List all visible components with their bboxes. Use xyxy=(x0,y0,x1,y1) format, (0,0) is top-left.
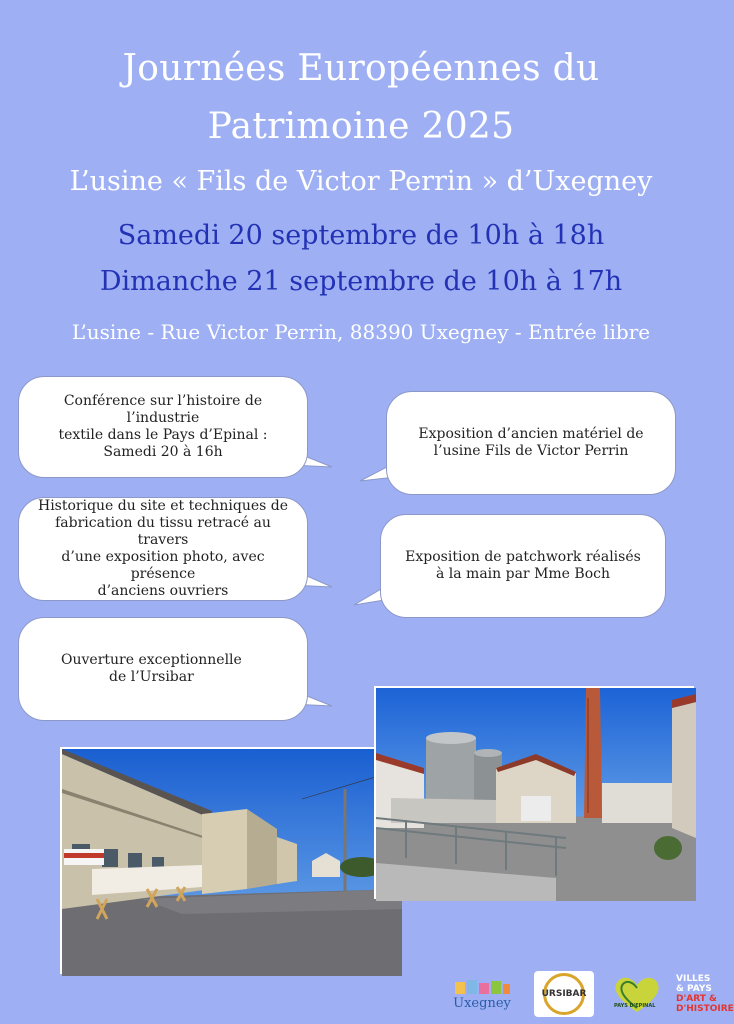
villes-logo-line-1: VILLES xyxy=(676,974,711,984)
villes-pays-art-histoire-logo xyxy=(676,971,734,1017)
ursibar-logo-text: URSIBAR xyxy=(541,989,587,999)
activity-bubble-ursibar xyxy=(18,617,308,721)
activity-text: Exposition d’ancien matériel de l’usine Fils de Victor Perrin xyxy=(418,426,644,459)
activity-bubble-materiel xyxy=(386,391,676,495)
activity-text: Exposition de patchwork réalisés à la main par Mme Boch xyxy=(405,549,641,582)
chimney-silos-photo xyxy=(374,686,694,899)
activity-bubble-historique xyxy=(18,497,308,601)
date-saturday: Samedi 20 septembre de 10h à 18h xyxy=(117,220,605,251)
factory-street-photo xyxy=(60,747,400,974)
title-line-1: Journées Européennes du xyxy=(122,48,600,89)
uxegney-logo xyxy=(450,971,514,1017)
address-line: L’usine - Rue Victor Perrin, 88390 Uxegney - Entrée libre xyxy=(71,320,651,344)
villes-logo-line-2: & PAYS xyxy=(676,984,712,994)
pays-epinal-logo xyxy=(610,971,664,1017)
activity-text: Ouverture exceptionnelle de l’Ursibar xyxy=(61,652,242,685)
villes-logo-line-3: D'ART & xyxy=(676,994,717,1004)
activity-text: Conférence sur l’histoire de l’industrie textile dans le Pays d’Epinal : Samedi 20 à 16h xyxy=(58,393,268,460)
activity-bubble-conference xyxy=(18,376,308,478)
epinal-logo-text: PAYS D'EPINAL xyxy=(614,1003,656,1009)
subtitle: L’usine « Fils de Victor Perrin » d’Uxegney xyxy=(69,166,653,197)
uxegney-houses-icon xyxy=(453,978,511,996)
ursibar-logo xyxy=(534,971,594,1017)
uxegney-logo-text: Uxegney xyxy=(453,995,511,1011)
epinal-heart-icon xyxy=(610,972,664,1016)
date-sunday: Dimanche 21 septembre de 10h à 17h xyxy=(99,266,623,297)
activity-bubble-patchwork xyxy=(380,514,666,618)
title-line-2: Patrimoine 2025 xyxy=(207,106,515,147)
villes-logo-line-4: D'HISTOIRE xyxy=(676,1004,734,1014)
activity-text: Historique du site et techniques de fabrication du tissu retracé au travers d’une exposition photo, avec présence d’anciens ouvriers xyxy=(37,498,289,599)
